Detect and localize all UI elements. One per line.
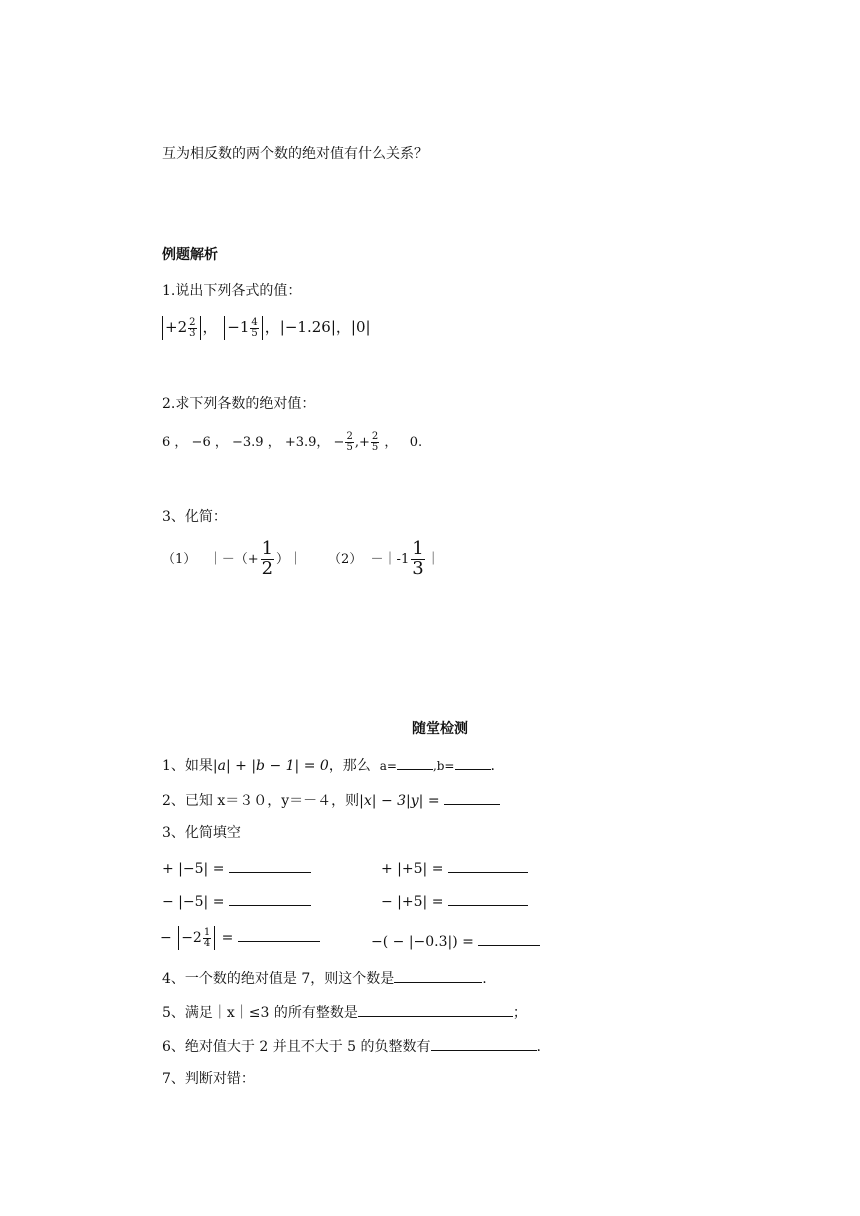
check-q7: 7、判断对错： (162, 1071, 255, 1087)
answer-blank[interactable] (444, 792, 500, 805)
example-q1-expressions: +2 $\frac{2}{3}$ ， −1 $\frac{4}{5}$ ，|−1.26|，|0| (160, 316, 371, 340)
q2-fraction: $\frac{2}{5}$ (346, 431, 353, 453)
answer-blank[interactable] (478, 933, 540, 946)
answer-blank[interactable] (358, 1004, 513, 1017)
q2-value: − (333, 435, 345, 450)
answer-blank-b[interactable] (455, 757, 491, 770)
abs-bar (214, 926, 215, 950)
abs-bar (162, 316, 163, 340)
abs-bar (262, 316, 263, 340)
q1-item-a-int: +2 (165, 318, 188, 336)
q2-value: −6 (191, 435, 211, 450)
answer-blank[interactable] (448, 860, 528, 873)
example-q2-values: 6 ， −6 ， −3.9 ， +3.9， − $\frac{2}{5}$ ,+ $\frac{2}{5}$ ， 0. (162, 431, 423, 453)
check-q3-row2-left: − |−5| = (162, 893, 311, 909)
answer-blank[interactable] (229, 860, 311, 873)
q1-item-a-fraction: $\frac{2}{3}$ (189, 316, 196, 339)
check-q4: 4、一个数的绝对值是 7，则这个数是 . (162, 971, 487, 987)
q2-value: + (358, 435, 370, 450)
check-q3-row1-right: + |+5| = (381, 860, 528, 876)
q2-fraction: $\frac{2}{5}$ (371, 431, 379, 453)
check-q3-row3-left: − −2 $\frac{1}{4}$ = (160, 926, 320, 950)
q1-item-b-fraction: $\frac{4}{5}$ (251, 316, 258, 339)
q2-value: 0. (409, 435, 423, 450)
answer-blank-a[interactable] (397, 757, 433, 770)
check-q2: 2、已知 x＝３０，y＝－４，则|x| − 3|y| = (162, 792, 500, 808)
example-q3-label: 3、化简： (162, 509, 227, 525)
check-q3-row1-left: + |−5| = (162, 860, 311, 876)
example-q3-part2: （2） －｜-1 $\frac{1}{3}$ ｜ (328, 538, 440, 579)
abs-bar (200, 316, 201, 340)
example-heading: 例题解析 (162, 247, 218, 263)
check-q5: 5、满足｜x｜≤3 的所有整数是 ； (162, 1005, 527, 1021)
q1-item-d: |0| (350, 318, 371, 336)
q2-value: +3.9 (284, 435, 317, 450)
check-q3-label: 3、化简填空 (162, 825, 241, 841)
answer-blank[interactable] (394, 970, 482, 983)
abs-bar (178, 926, 179, 950)
check-q3-row3-right: −( − |−0.3|) = (371, 933, 540, 949)
answer-blank[interactable] (448, 893, 528, 906)
q3-part2-fraction: $\frac{1}{3}$ (412, 538, 424, 579)
example-q3-part1: （1） ｜－（+ $\frac{1}{2}$ ）｜ (162, 538, 303, 579)
q2-value: −3.9 (231, 435, 264, 450)
q1-item-c: |−1.26| (279, 318, 336, 336)
row3-fraction: $\frac{1}{4}$ (203, 926, 211, 949)
answer-blank[interactable] (431, 1038, 537, 1051)
q2-value: 6 (162, 435, 171, 450)
intro-question: 互为相反数的两个数的绝对值有什么关系？ (162, 146, 428, 162)
check-q3-row2-right: − |+5| = (381, 893, 528, 909)
check-heading: 随堂检测 (412, 721, 468, 737)
q3-part1-fraction: $\frac{1}{2}$ (261, 538, 274, 579)
q1-item-b-int: −1 (227, 318, 250, 336)
check-q1: 1、如果|a| + |b − 1| = 0，那么 a= ,b= . (162, 758, 495, 774)
answer-blank[interactable] (238, 929, 320, 942)
check-q2-math: |x| − 3|y| = (359, 793, 440, 809)
abs-bar (224, 316, 225, 340)
example-q1-label: 1.说出下列各式的值： (162, 283, 302, 299)
check-q6: 6、绝对值大于 2 并且不大于 5 的负整数有 . (162, 1039, 541, 1055)
check-q1-math: |a| + |b − 1| = 0 (212, 758, 329, 774)
answer-blank[interactable] (229, 893, 311, 906)
example-q2-label: 2.求下列各数的绝对值： (162, 396, 316, 412)
